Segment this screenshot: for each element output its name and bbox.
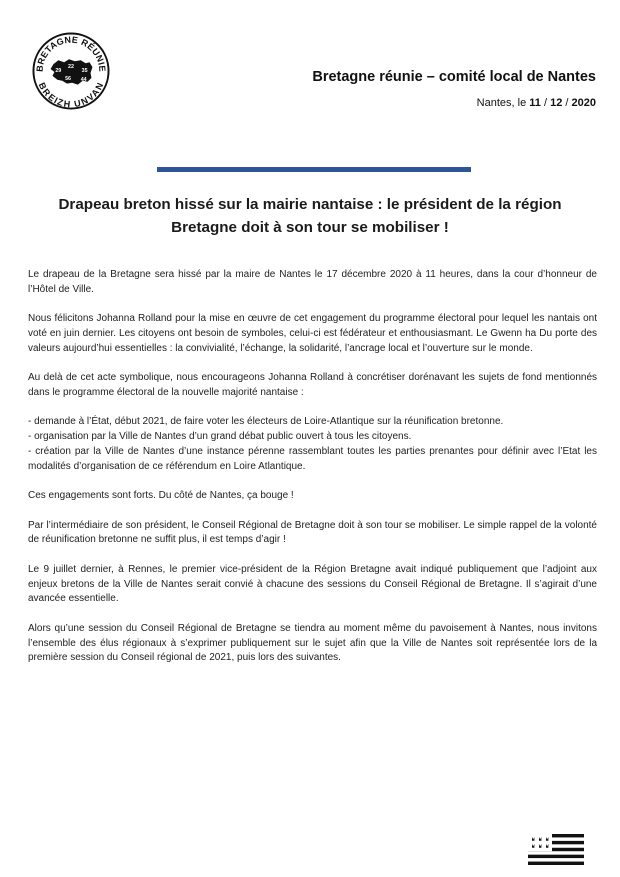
date-month: 12 xyxy=(550,97,563,109)
headline-line-2: Bretagne doit à son tour se mobiliser ! xyxy=(171,219,449,236)
logo-number-35: 35 xyxy=(81,67,88,74)
paragraph-2: Nous félicitons Johanna Rolland pour la mise en œuvre de cet engagement du programme électoral pour lequel les nantais ont voté en juin dernier. Les citoyens ont besoin de symboles, celui-ci est fédérateur et enthousiasmant. Le Gwenn ha Du porte des valeurs aujourd’hui essentielles : la convivialité, l’échange, la solidarité, l’ancrage local et l’ouverture sur le monde. xyxy=(28,313,597,354)
paragraph-4: Ces engagements sont forts. Du côté de Nantes, ça bouge ! xyxy=(28,490,294,502)
logo-number-29: 29 xyxy=(55,67,62,74)
date-day: 11 xyxy=(529,97,541,109)
gwenn-ha-du-flag-icon xyxy=(528,834,584,865)
paragraph-6: Le 9 juillet dernier, à Rennes, le premier vice-président de la Région Bretagne avait indiqué publiquement que l’adjoint aux enjeux bretons de la Ville de Nantes serait convié à chacune des sessions du Conseil Régional de Bretagne. Il s’agirait d’une avancée essentielle. xyxy=(28,563,597,605)
logo-number-44: 44 xyxy=(80,76,87,83)
organization-title: Bretagne réunie – comité local de Nantes xyxy=(312,69,596,85)
date-separator: / xyxy=(565,97,569,109)
article-body xyxy=(28,268,597,681)
logo-top-text: BRETAGNE RÉUNIE xyxy=(34,34,108,73)
headline-line-1: Drapeau breton hissé sur la mairie nantaise : le président de la région xyxy=(58,196,562,213)
date-prefix: Nantes, le xyxy=(476,97,527,109)
paragraph-3: Au delà de cet acte symbolique, nous encourageons Johanna Rolland à concrétiser dorénavant les sujets de fond mentionnés dans le programme électoral de la nouvelle majorité nantaise : xyxy=(28,372,597,398)
bullet-2: - organisation par la Ville de Nantes d’un grand débat public ouvert à tous les citoyens. xyxy=(28,431,412,443)
header-divider xyxy=(157,167,471,172)
date-separator: / xyxy=(543,97,548,109)
paragraph-5: Par l’intermédiaire de son président, le Conseil Régional de Bretagne doit à son tour se mobiliser. Le simple rappel de la volonté de réunification bretonne ne suffit plus, il est temps d’agir ! xyxy=(28,519,597,546)
date-line xyxy=(477,97,596,109)
headline xyxy=(20,193,600,239)
logo-number-56: 56 xyxy=(65,75,72,82)
bullet-3: - création par la Ville de Nantes d’une instance pérenne rassemblant toutes les parties prenantes pour définir avec l’Etat les modalités d’organisation de ce référendum en Loire Atlantique. xyxy=(28,445,597,472)
logo-bottom-text: BREIZH UNVAN xyxy=(36,81,106,110)
date-year: 2020 xyxy=(571,97,596,109)
bullet-1: - demande à l’État, début 2021, de faire voter les électeurs de Loire-Atlantique sur la réunification bretonne. xyxy=(28,416,504,428)
paragraph-1: Le drapeau de la Bretagne sera hissé par la maire de Nantes le 17 décembre 2020 à 11 heures, dans la cour d’honneur de l’Hôtel de Ville. xyxy=(28,269,597,295)
paragraph-7: Alors qu’une session du Conseil Régional de Bretagne se tiendra au moment même du pavoisement à Nantes, nous invitons l’ensemble des élus régionaux à s’exprimer publiquement sur le sujet afin que la Ville de Nantes soit représentée lors de la première session du Conseil régional de 2021, puis lors des suivantes. xyxy=(28,622,597,664)
bretagne-reunie-logo xyxy=(32,32,110,110)
logo-number-22: 22 xyxy=(68,64,74,71)
